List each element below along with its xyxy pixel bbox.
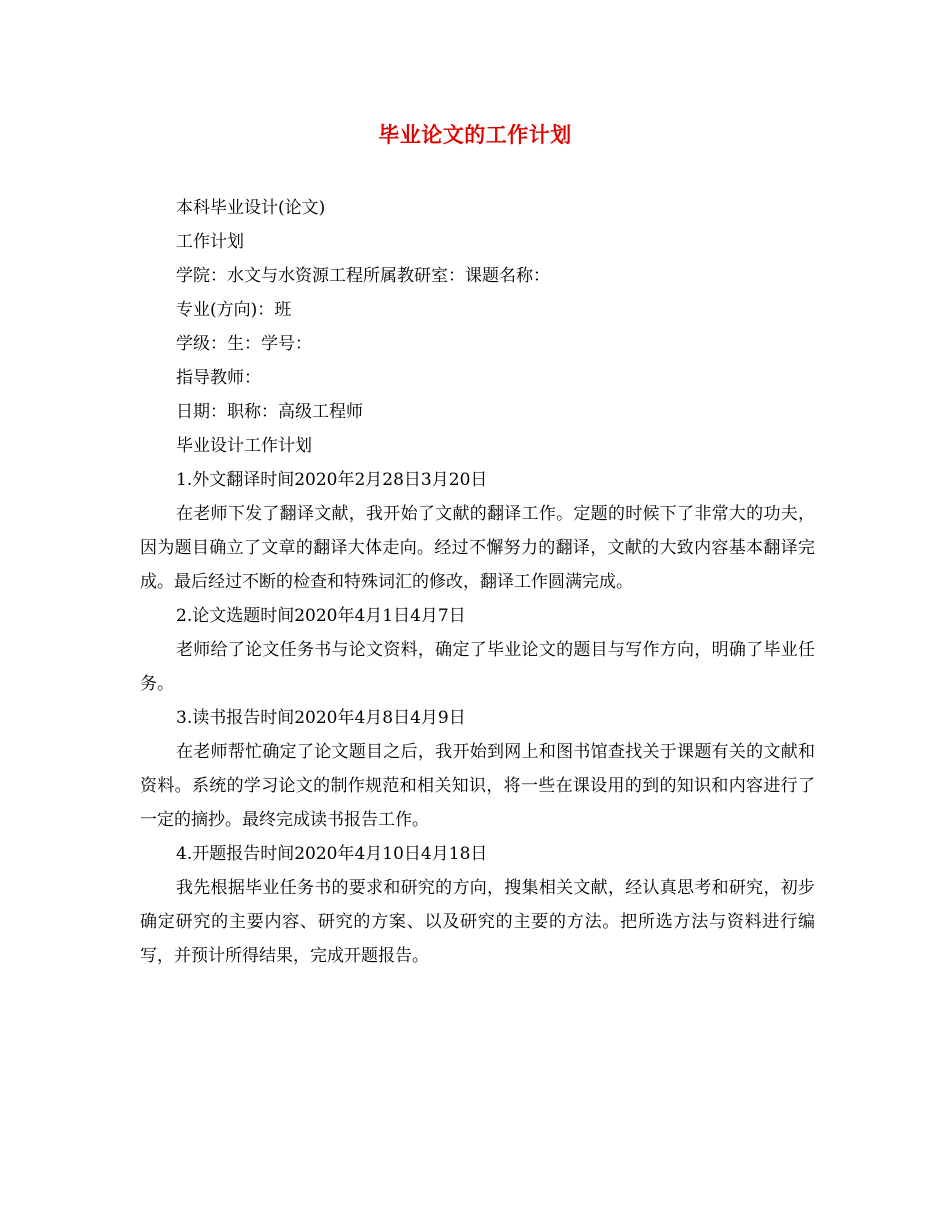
- document-body: [140, 191, 815, 973]
- document-title: 毕业论文的工作计划: [378, 122, 572, 147]
- paragraph-item-4-body: 我先根据毕业任务书的要求和研究的方向，搜集相关文献，经认真思考和研究，初步确定研究的主要内容、研究的方案、以及研究的主要的方法。把所选方法与资料进行编写，并预计所得结果，完成开题报告。: [140, 878, 815, 966]
- paragraph-item-4-heading: 4.开题报告时间2020年4月10日4月18日: [176, 844, 488, 864]
- paragraph-degree-heading: 本科毕业设计(论文): [176, 198, 326, 218]
- paragraph-major: 专业(方向)：班: [176, 300, 292, 320]
- paragraph-item-1-body: 在老师下发了翻译文献，我开始了文献的翻译工作。定题的时候下了非常大的功夫，因为题目确立了文章的翻译大体走向。经过不懈努力的翻译，文献的大致内容基本翻译完成。最后经过不断的检查和特殊词汇的修改，翻译工作圆满完成。: [140, 504, 815, 592]
- paragraph-advisor: 指导教师：: [176, 368, 261, 388]
- paragraph-college: 学院：水文与水资源工程所属教研室：课题名称：: [176, 266, 550, 286]
- paragraph-item-2-heading: 2.论文选题时间2020年4月1日4月7日: [176, 606, 466, 626]
- paragraph-item-3-body: 在老师帮忙确定了论文题目之后，我开始到网上和图书馆查找关于课题有关的文献和资料。系统的学习论文的制作规范和相关知识，将一些在课设用的到的知识和内容进行了一定的摘抄。最终完成读书报告工作。: [140, 742, 815, 830]
- paragraph-item-2-body: 老师给了论文任务书与论文资料，确定了毕业论文的题目与写作方向，明确了毕业任务。: [140, 640, 815, 694]
- paragraph-item-1-heading: 1.外文翻译时间2020年2月28日3月20日: [176, 470, 488, 490]
- paragraph-section-heading: 毕业设计工作计划: [176, 436, 312, 456]
- paragraph-plan-heading: 工作计划: [176, 232, 244, 252]
- paragraph-item-3-heading: 3.读书报告时间2020年4月8日4月9日: [176, 708, 466, 728]
- paragraph-date-title: 日期：职称：高级工程师: [176, 402, 363, 422]
- paragraph-grade: 学级：生：学号：: [176, 334, 312, 354]
